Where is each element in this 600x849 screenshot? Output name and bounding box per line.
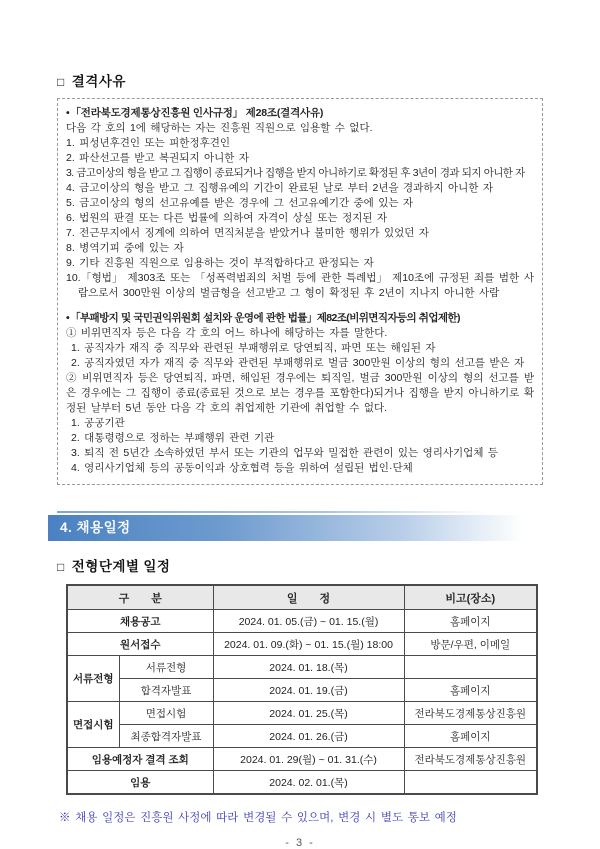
rule-block-personnel xyxy=(66,106,534,301)
row-note: 홈페이지 xyxy=(404,679,537,702)
schedule-heading xyxy=(57,555,543,575)
rule-item: 3. 금고이상의 형을 받고 그 집행이 종료되거나 집행을 받지 아니하기로 확정된 후 3년이 경과 되지 아니한 자 xyxy=(66,167,525,179)
row-note: 전라북도경제통상진흥원 xyxy=(404,748,537,771)
row-date: 2024. 01. 29(월) ~ 01. 31.(수) xyxy=(213,748,404,771)
schedule-row-doc-pass xyxy=(67,679,537,702)
row-stage: 합격자발표 xyxy=(119,679,213,702)
rule-block-personnel-title xyxy=(66,106,534,121)
row-label: 임용예정자 결격 조회 xyxy=(67,748,213,771)
dot-bullet-icon: • xyxy=(66,107,70,119)
schedule-row-announce xyxy=(67,610,537,633)
rule-item: 8. 병역기피 중에 있는 자 xyxy=(66,242,184,254)
rule-item: 4. 영리사기업체 등의 공동이익과 상호협력 등을 위하여 설립된 법인·단체 xyxy=(71,462,413,474)
rule-item: 2. 공직자였던 자가 재직 중 직무와 관련된 부패행위로 벌금 300만원 이상의 형의 선고를 받은 자 xyxy=(71,357,525,369)
rule-item: 4. 금고이상의 형을 받고 그 집행유예의 기간이 완료된 날로 부터 2년을 경과하지 아니한 자 xyxy=(66,182,494,194)
schedule-row-interview xyxy=(67,702,537,725)
row-label: 원서접수 xyxy=(67,633,213,656)
rule-item: 6. 법원의 판결 또는 다른 법률에 의하여 자격이 상실 또는 정지된 자 xyxy=(66,212,388,224)
schedule-table xyxy=(66,584,538,795)
row-date: 2024. 01. 05.(금) ~ 01. 15.(월) xyxy=(213,610,404,633)
row-note: 홈페이지 xyxy=(404,725,537,748)
row-note: 방문/우편, 이메일 xyxy=(404,633,537,656)
row-date: 2024. 01. 26.(금) xyxy=(213,725,404,748)
schedule-header-row xyxy=(67,585,537,610)
rule-item: 10.「형법」 제303조 또는 「성폭력범죄의 처벌 등에 관한 특례법」 제10조에 규정된 죄를 범한 사람으로서 300만원 이상의 벌금형을 선고받고 그 형이 확정된 후 2년이 지나지 아니한 사람 xyxy=(66,272,534,299)
row-date: 2024. 01. 19.(금) xyxy=(213,679,404,702)
rule-item: 2. 대통령령으로 정하는 부패행위 관련 기관 xyxy=(71,432,275,444)
disqualification-heading xyxy=(57,70,543,90)
header-date: 일 정 xyxy=(213,585,404,610)
disqualification-heading-label: 결격사유 xyxy=(71,74,126,89)
row-group-label: 면접시험 xyxy=(67,702,119,748)
rule-item: 5. 금고이상의 형의 선고유예를 받은 경우에 그 선고유예기간 중에 있는 자 xyxy=(66,197,414,209)
rule-clause-1: ① 비위면직자 등은 다음 각 호의 어느 하나에 해당하는 자를 말한다. xyxy=(66,327,388,339)
rule-item: 3. 퇴직 전 5년간 소속하였던 부서 또는 기관의 업무와 밀접한 관련이 있는 영리사기업체 등 xyxy=(71,447,499,459)
rule-item: 1. 공공기관 xyxy=(71,417,125,429)
section-banner-schedule: 4. 채용일정 xyxy=(48,515,543,541)
row-note xyxy=(404,656,537,679)
rule-item: 1. 피성년후견인 또는 피한정후견인 xyxy=(66,137,231,149)
row-date: 2024. 02. 01.(목) xyxy=(213,771,404,795)
rule-item: 1. 공직자가 재직 중 직무와 관련된 부패행위로 당연퇴직, 파면 또는 해임된 자 xyxy=(71,342,436,354)
row-label: 임용 xyxy=(67,771,213,795)
row-group-label: 서류전형 xyxy=(67,656,119,702)
schedule-heading-label: 전형단계별 일정 xyxy=(71,559,171,574)
rule-block-corruption xyxy=(66,311,534,476)
dot-bullet-icon: • xyxy=(66,312,70,324)
row-date: 2024. 01. 25.(목) xyxy=(213,702,404,725)
row-note xyxy=(404,771,537,795)
row-note: 홈페이지 xyxy=(404,610,537,633)
square-bullet-icon: □ xyxy=(57,560,65,574)
row-stage: 서류전형 xyxy=(119,656,213,679)
section-banner-topline xyxy=(57,511,543,513)
row-label: 채용공고 xyxy=(67,610,213,633)
schedule-change-note: ※ 채용 일정은 진흥원 사정에 따라 변경될 수 있으며, 변경 시 별도 통보 예정 xyxy=(59,812,457,824)
disqualification-rule-box xyxy=(57,98,543,485)
rule-item: 9. 기타 진흥원 직원으로 임용하는 것이 부적합하다고 판정되는 자 xyxy=(66,257,374,269)
schedule-row-doc-screen xyxy=(67,656,537,679)
header-remark: 비고(장소) xyxy=(404,585,537,610)
rule-intro: 다음 각 호의 1에 해당하는 자는 진흥원 직원으로 임용할 수 없다. xyxy=(66,122,373,134)
row-stage: 면접시험 xyxy=(119,702,213,725)
rule-item: 2. 파산선고를 받고 복권되지 아니한 자 xyxy=(66,152,249,164)
page-number: - 3 - xyxy=(285,837,315,849)
header-category: 구 분 xyxy=(67,585,213,610)
row-date: 2024. 01. 18.(목) xyxy=(213,656,404,679)
rule-clause-2: ② 비위면직자 등은 당연퇴직, 파면, 해임된 경우에는 퇴직일, 벌금 300만원 이상의 형의 선고를 받은 경우에는 그 집행이 종료(종료된 것으로 보는 경우를 포함한다)되거나 집행을 받지 아니하기로 확정된 날부터 5년 동안 다음 각 호의 취업제한 기관에 취업할 수 없다. xyxy=(66,372,534,414)
rule-item: 7. 전근무지에서 징계에 의하여 면직처분을 받았거나 불미한 행위가 있었던 자 xyxy=(66,227,429,239)
schedule-row-final-pass xyxy=(67,725,537,748)
rule-block-personnel-title-text: 「전라북도경제통상진흥원 인사규정」 제28조(결격사유) xyxy=(70,107,324,119)
row-stage: 최종합격자발표 xyxy=(119,725,213,748)
row-date: 2024. 01. 09.(화) ~ 01. 15.(월) 18:00 xyxy=(213,633,404,656)
row-note: 전라북도경제통상진흥원 xyxy=(404,702,537,725)
schedule-row-hire xyxy=(67,771,537,795)
square-bullet-icon: □ xyxy=(57,75,65,89)
schedule-row-check xyxy=(67,748,537,771)
schedule-row-apply xyxy=(67,633,537,656)
rule-block-corruption-title xyxy=(66,311,534,326)
rule-block-corruption-title-text: 「부패방지 및 국민권익위원회 설치와 운영에 관한 법률」제82조(비위면직자등의 취업제한) xyxy=(70,312,460,324)
